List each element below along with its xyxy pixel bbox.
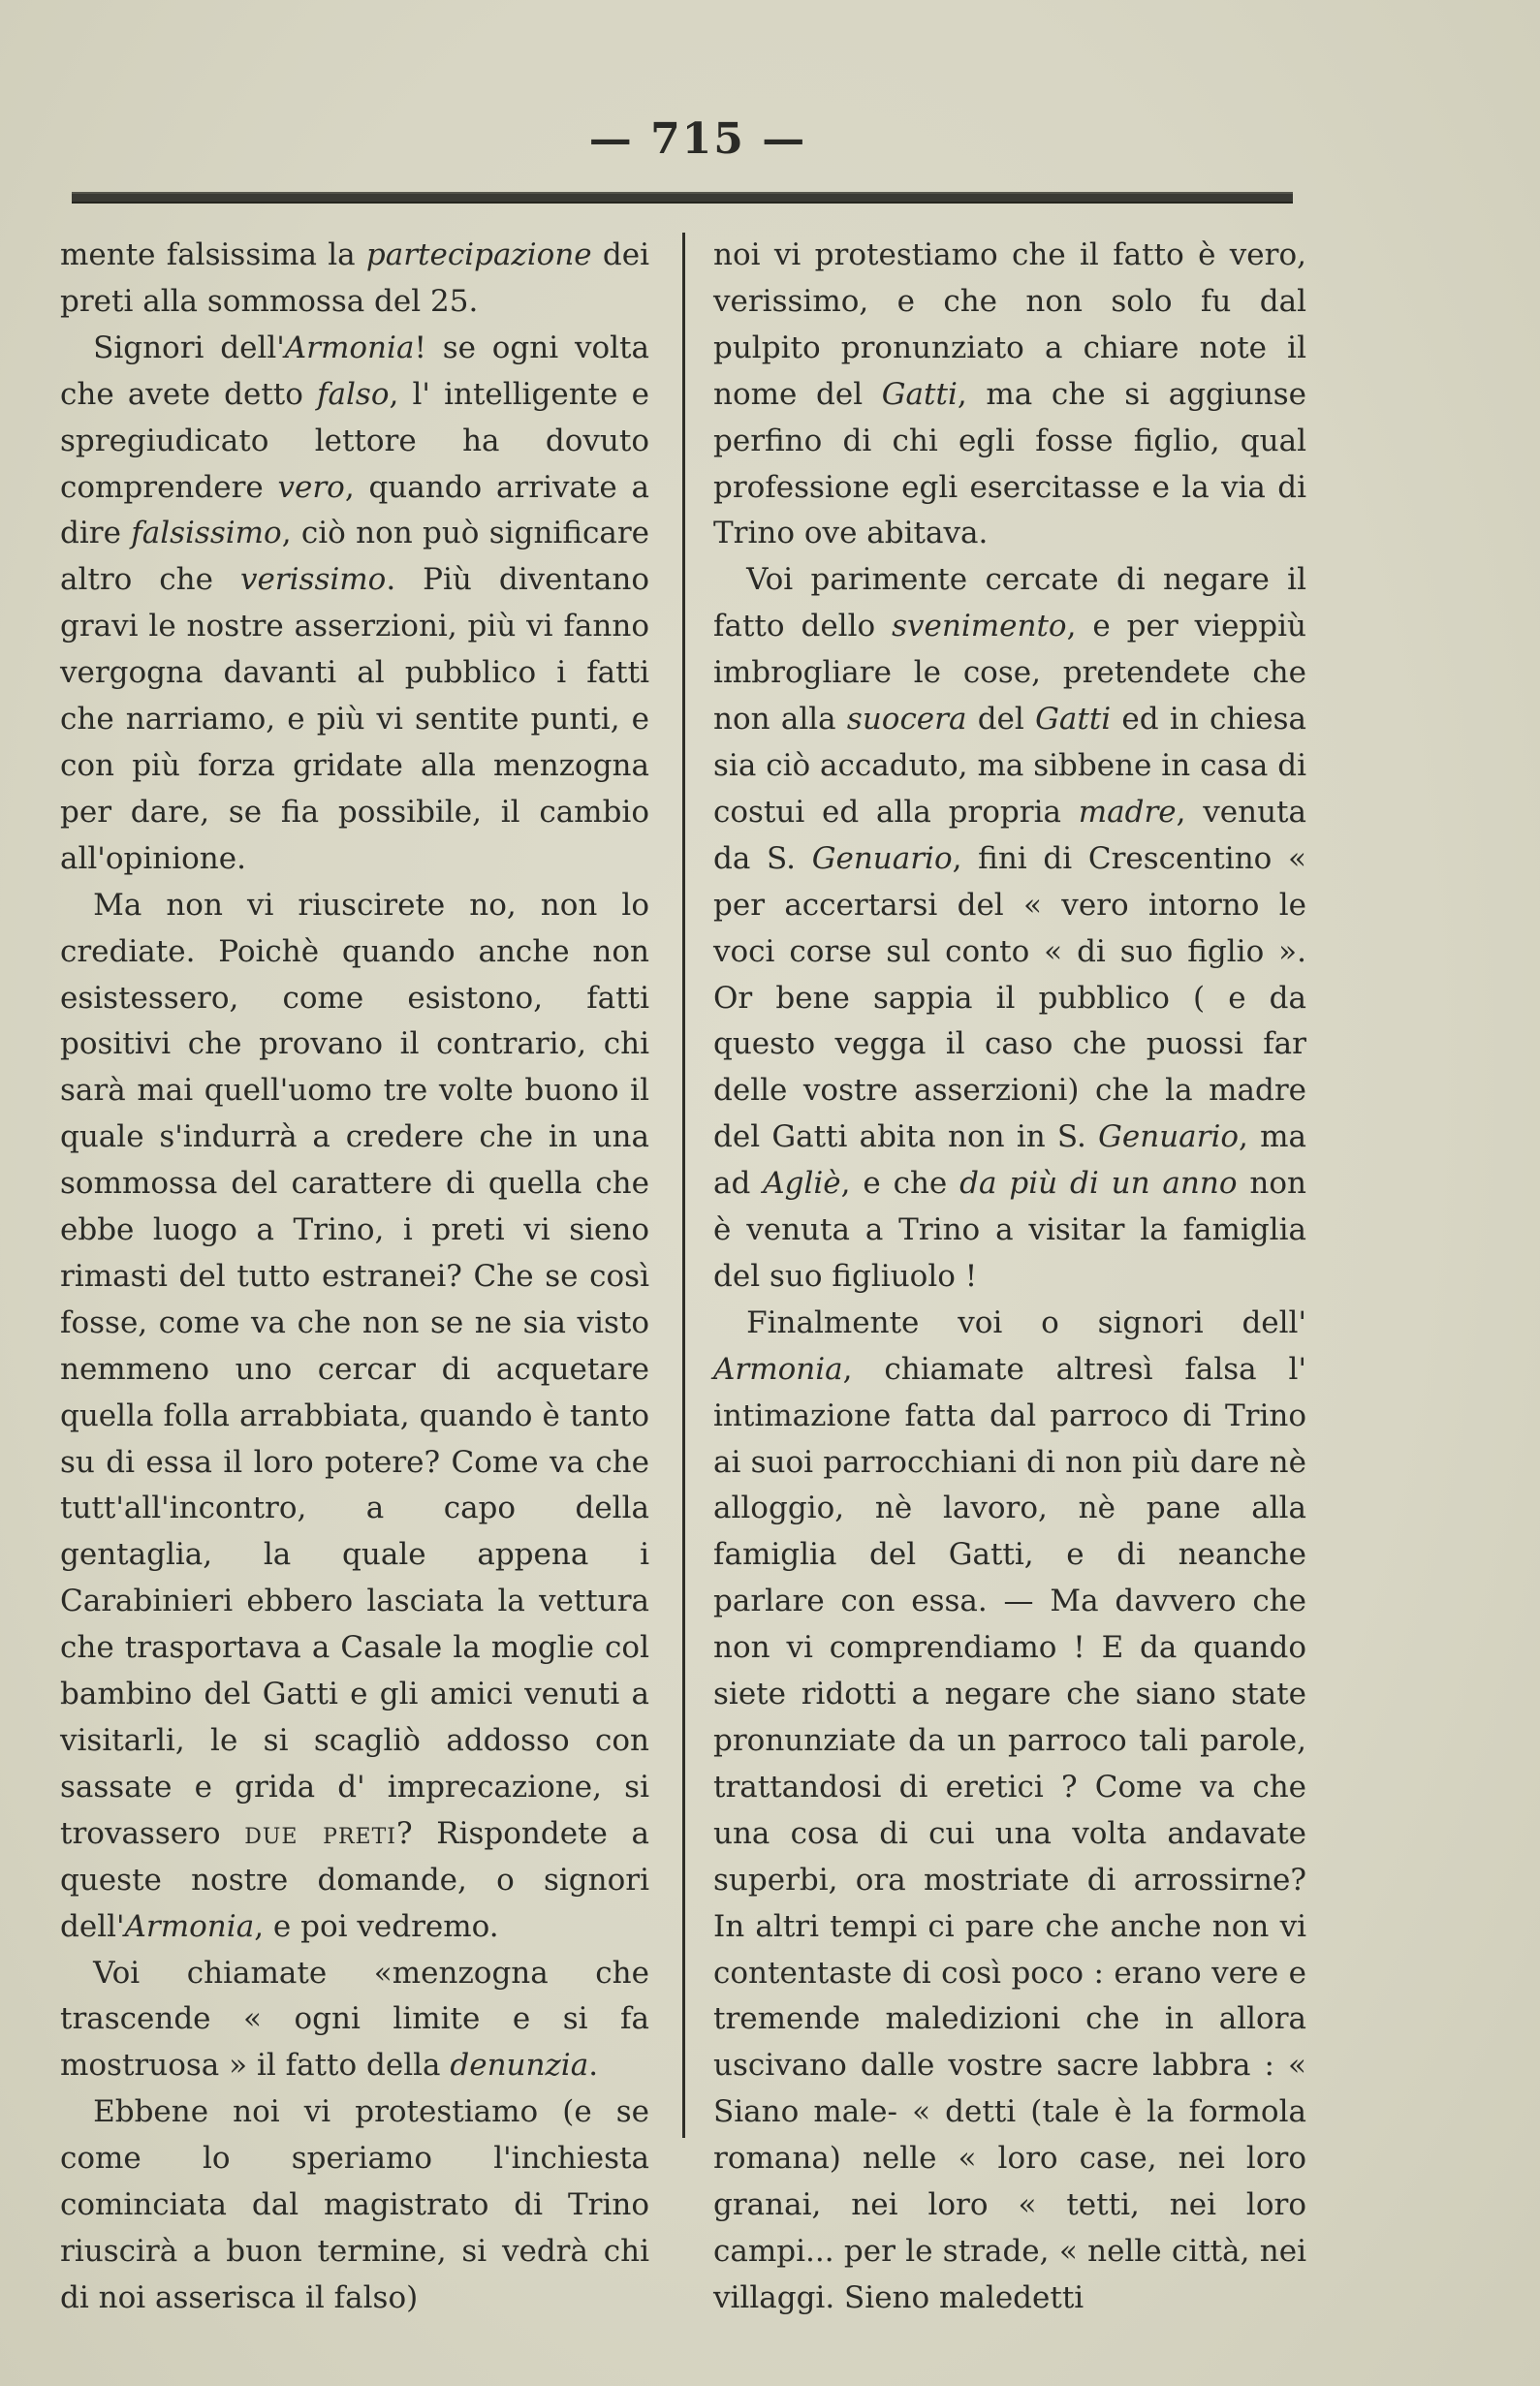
italic-text: vero (277, 469, 345, 505)
italic-text: denunzia (450, 2048, 589, 2084)
paragraph: mente falsissima la partecipazione dei preti alla sommossa del 25. (60, 237, 649, 319)
paragraph: Ma non vi riuscirete no, non lo crediate. Poichè quando anche non esistessero, come esistono, fatti positivi che provano il contrario, chi sarà mai quell'uomo tre volte buono il quale s'indurrà a credere che in una sommossa del carattere di quella che ebbe luogo a Trino, i preti vi sieno rimasti del tutto estranei? Che se così fosse, come va che non se ne sia visto nemmeno uno cercar di acquetare quella folla arrabbiata, quando è tanto su di essa il loro potere? Come va che tutt'all'incontro, a capo della gentaglia, la quale appena i Carabinieri ebbero lasciata la vettura che trasportava a Casale la moglie col bambino del Gatti e gli amici venuti a visitarli, le si scagliò addosso con sassate e grida d' imprecazione, si trovassero due preti? Rispondete a queste nostre domande, o signori dell'Armonia, e poi vedremo. (60, 887, 650, 1944)
paragraph: noi vi protestiamo che il fatto è vero, verissimo, e che non solo fu dal pulpito pronunziato a chiare note il nome del Gatti, ma che si aggiunse perfino di chi egli fosse figlio, qual professione egli esercitasse e la via di Trino ove abitava. (713, 237, 1306, 551)
italic-text: Gatti (881, 376, 958, 412)
paragraph: Ebbene noi vi protestiamo (e se come lo speriamo l'inchiesta cominciata dal magistrato di Trino riuscirà a buon termine, si vedrà chi di noi asserisca il falso) (60, 2094, 649, 2315)
paragraph: Voi chiamate «menzogna che trascende « ogni limite e si fa mostruosa » il fatto della denunzia. (60, 1955, 649, 2084)
page-number: — 715 — (588, 114, 807, 164)
header-rule (72, 192, 1293, 204)
column-divider (682, 233, 685, 2138)
paragraph: Voi parimente cercate di negare il fatto dello svenimento, e per vieppiù imbrogliare le cose, pretendete che non alla suocera del Gatti ed in chiesa sia ciò accaduto, ma sibbene in casa di costui ed alla propria madre, venuta da S. Genuario, fini di Crescentino « per accertarsi del « vero intorno le voci corse sul conto « di suo figlio ». Or bene sappia il pubblico ( e da questo vegga il caso che puossi far delle vostre asserzioni) che la madre del Gatti abita non in S. Genuario, ma ad Agliè, e che da più di un anno non è venuta a Trino a visitar la famiglia del suo figliuolo ! (713, 562, 1306, 1294)
italic-text: Gatti (1035, 702, 1112, 738)
italic-text: partecipazione (365, 237, 592, 272)
italic-text: falsissimo (131, 516, 282, 551)
italic-text: verissimo (239, 562, 387, 598)
italic-text: falso (317, 376, 390, 412)
italic-text: Genuario (1098, 1119, 1240, 1155)
paragraph: Signori dell'Armonia! se ogni volta che avete detto falso, l' intelligente e spregiudicato lettore ha dovuto comprendere vero, quando arrivate a dire falsissimo, ciò non può significare altro che verissimo. Più diventano gravi le nostre asserzioni, più vi fanno vergogna davanti al pubblico i fatti che narriamo, e più vi sentite punti, e con più forza gridate alla menzogna per dare, se fia possibile, il cambio all'opinione. (60, 330, 650, 876)
paragraph: Finalmente voi o signori dell' Armonia, chiamate altresì falsa l' intimazione fatta dal parroco di Trino ai suoi parrocchiani di non più dare nè alloggio, nè lavoro, nè pane alla famiglia del Gatti, e di neanche parlare con essa. — Ma davvero che non vi comprendiamo ! E da quando siete ridotti a negare che siano state pronunziate da un parroco tali parole, trattandosi di eretici ? Come va che una cosa di cui una volta andavate superbi, ora mostriate di arrossirne? In altri tempi ci pare che anche non vi contentaste di così poco : erano vere e tremende maledizioni che in allora uscivano dalle vostre sacre labbra : « Siano male- « detti (tale è la formola romana) nelle « loro case, nei loro granai, nei loro « tetti, nei loro campi... per le strade, « nelle città, nei villaggi. Sieno maledetti (713, 1304, 1306, 2315)
italic-text: da più di un anno (959, 1166, 1238, 1202)
italic-text: suocera (846, 702, 967, 738)
italic-text: Armonia (284, 330, 415, 365)
italic-text: madre (1078, 794, 1177, 830)
italic-text: Armonia (713, 1351, 843, 1387)
italic-text: Genuario (811, 840, 953, 876)
italic-text: Armonia (124, 1908, 255, 1944)
italic-text: Agliè (763, 1166, 841, 1202)
left-column (60, 233, 649, 2322)
italic-text: svenimento (892, 609, 1067, 644)
small-caps-text: due preti (244, 1815, 396, 1851)
right-column (713, 233, 1306, 2322)
